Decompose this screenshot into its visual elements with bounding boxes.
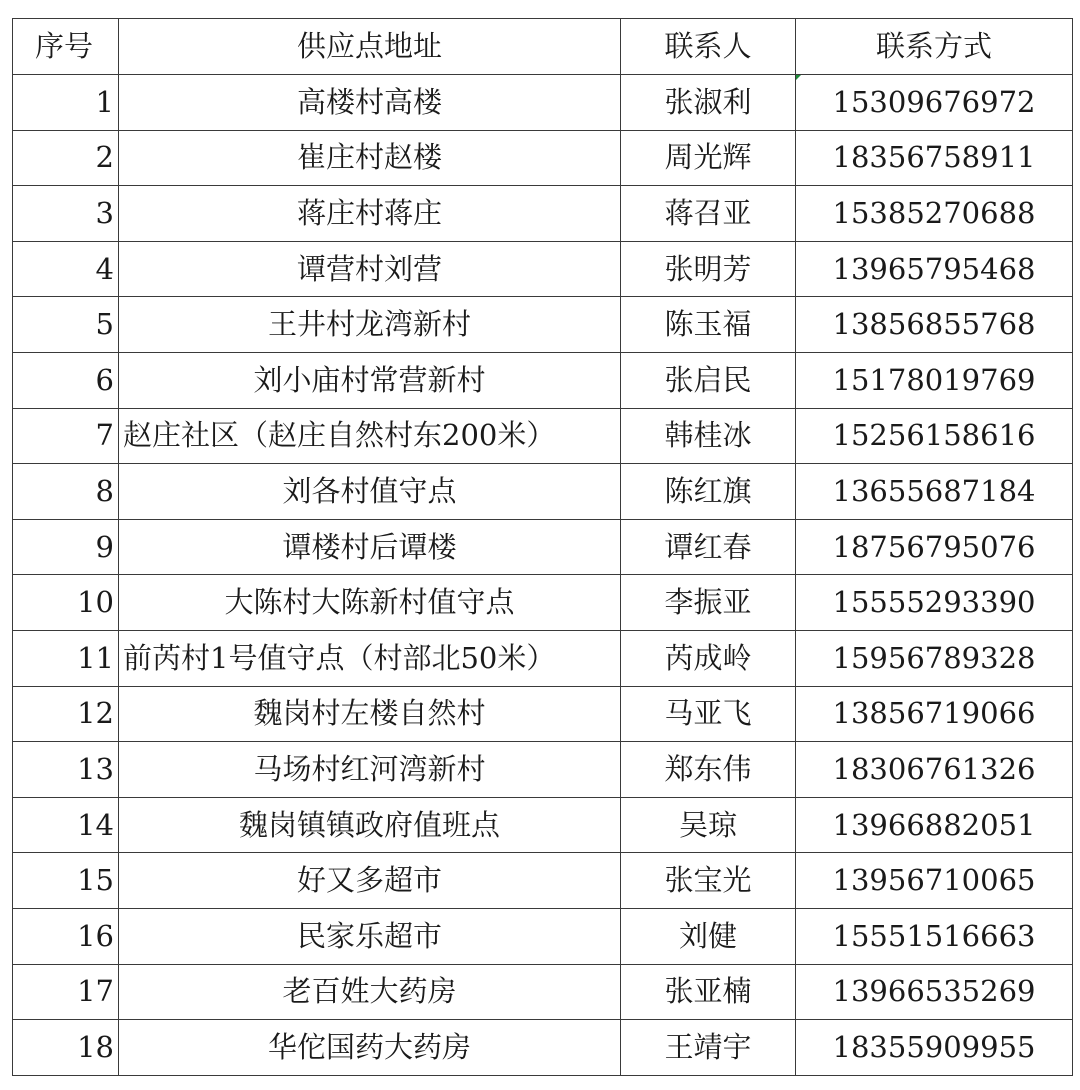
cell-contact[interactable]: 张淑利 <box>621 75 796 131</box>
cell-phone[interactable]: 13956710065 <box>796 853 1073 909</box>
table-row <box>13 519 1073 575</box>
cell-no[interactable]: 11 <box>13 630 119 686</box>
cell-phone[interactable]: 13856719066 <box>796 686 1073 742</box>
table-row <box>13 908 1073 964</box>
cell-no[interactable]: 10 <box>13 575 119 631</box>
cell-contact[interactable]: 陈红旗 <box>621 464 796 520</box>
cell-phone[interactable]: 18355909955 <box>796 1020 1073 1076</box>
cell-phone[interactable]: 15555293390 <box>796 575 1073 631</box>
cell-phone[interactable]: 13856855768 <box>796 297 1073 353</box>
cell-no[interactable]: 4 <box>13 241 119 297</box>
cell-phone[interactable]: 15256158616 <box>796 408 1073 464</box>
cell-address[interactable]: 谭楼村后谭楼 <box>119 519 621 575</box>
table-row <box>13 130 1073 186</box>
table-row <box>13 75 1073 131</box>
table-row <box>13 297 1073 353</box>
table-row <box>13 742 1073 798</box>
table-row <box>13 853 1073 909</box>
cell-contact[interactable]: 张亚楠 <box>621 964 796 1020</box>
cell-contact[interactable]: 刘健 <box>621 908 796 964</box>
cell-no[interactable]: 8 <box>13 464 119 520</box>
table-row <box>13 575 1073 631</box>
header-no[interactable]: 序号 <box>13 19 119 75</box>
cell-contact[interactable]: 张启民 <box>621 352 796 408</box>
cell-contact[interactable]: 张明芳 <box>621 241 796 297</box>
cell-no[interactable]: 16 <box>13 908 119 964</box>
cell-no[interactable]: 9 <box>13 519 119 575</box>
cell-phone[interactable]: 13966882051 <box>796 797 1073 853</box>
cell-phone[interactable]: 15178019769 <box>796 352 1073 408</box>
cell-no[interactable]: 3 <box>13 186 119 242</box>
cell-address[interactable]: 魏岗村左楼自然村 <box>119 686 621 742</box>
cell-address[interactable]: 赵庄社区（赵庄自然村东200米） <box>119 408 621 464</box>
cell-contact[interactable]: 周光辉 <box>621 130 796 186</box>
cell-no[interactable]: 14 <box>13 797 119 853</box>
cell-phone[interactable]: 15385270688 <box>796 186 1073 242</box>
table-row <box>13 408 1073 464</box>
cell-phone[interactable]: 13655687184 <box>796 464 1073 520</box>
cell-address[interactable]: 华佗国药大药房 <box>119 1020 621 1076</box>
cell-phone[interactable]: 18306761326 <box>796 742 1073 798</box>
cell-address[interactable]: 民家乐超市 <box>119 908 621 964</box>
table-row <box>13 797 1073 853</box>
cell-phone[interactable]: 18756795076 <box>796 519 1073 575</box>
cell-address[interactable]: 大陈村大陈新村值守点 <box>119 575 621 631</box>
cell-contact[interactable]: 马亚飞 <box>621 686 796 742</box>
header-contact[interactable]: 联系人 <box>621 19 796 75</box>
cell-contact[interactable]: 张宝光 <box>621 853 796 909</box>
cell-address[interactable]: 高楼村高楼 <box>119 75 621 131</box>
cell-contact[interactable]: 蒋召亚 <box>621 186 796 242</box>
cell-phone[interactable]: 13966535269 <box>796 964 1073 1020</box>
cell-address[interactable]: 马场村红河湾新村 <box>119 742 621 798</box>
cell-no[interactable]: 17 <box>13 964 119 1020</box>
cell-contact[interactable]: 郑东伟 <box>621 742 796 798</box>
table-row <box>13 964 1073 1020</box>
cell-contact[interactable]: 吴琼 <box>621 797 796 853</box>
cell-no[interactable]: 1 <box>13 75 119 131</box>
cell-contact[interactable]: 韩桂冰 <box>621 408 796 464</box>
header-address[interactable]: 供应点地址 <box>119 19 621 75</box>
table-row <box>13 464 1073 520</box>
cell-no[interactable]: 13 <box>13 742 119 798</box>
cell-no[interactable]: 5 <box>13 297 119 353</box>
cell-address[interactable]: 老百姓大药房 <box>119 964 621 1020</box>
cell-comment-marker <box>796 75 803 82</box>
cell-address[interactable]: 前芮村1号值守点（村部北50米） <box>119 630 621 686</box>
table-row <box>13 241 1073 297</box>
cell-contact[interactable]: 谭红春 <box>621 519 796 575</box>
cell-address[interactable]: 魏岗镇镇政府值班点 <box>119 797 621 853</box>
table-row <box>13 630 1073 686</box>
cell-address[interactable]: 王井村龙湾新村 <box>119 297 621 353</box>
cell-phone[interactable]: 13965795468 <box>796 241 1073 297</box>
cell-phone[interactable] <box>796 75 1073 131</box>
cell-no[interactable]: 12 <box>13 686 119 742</box>
supply-point-table <box>12 18 1073 1076</box>
cell-address[interactable]: 好又多超市 <box>119 853 621 909</box>
cell-contact[interactable]: 陈玉福 <box>621 297 796 353</box>
table-row <box>13 686 1073 742</box>
cell-phone-text: 15309676972 <box>832 84 1036 119</box>
cell-contact[interactable]: 芮成岭 <box>621 630 796 686</box>
cell-address[interactable]: 刘各村值守点 <box>119 464 621 520</box>
cell-no[interactable]: 18 <box>13 1020 119 1076</box>
cell-contact[interactable]: 王靖宇 <box>621 1020 796 1076</box>
cell-no[interactable]: 6 <box>13 352 119 408</box>
table-row <box>13 186 1073 242</box>
table-row <box>13 352 1073 408</box>
cell-phone[interactable]: 15551516663 <box>796 908 1073 964</box>
cell-address[interactable]: 蒋庄村蒋庄 <box>119 186 621 242</box>
header-phone[interactable]: 联系方式 <box>796 19 1073 75</box>
cell-no[interactable]: 2 <box>13 130 119 186</box>
cell-address[interactable]: 谭营村刘营 <box>119 241 621 297</box>
cell-phone[interactable]: 15956789328 <box>796 630 1073 686</box>
table-row <box>13 1020 1073 1076</box>
cell-no[interactable]: 15 <box>13 853 119 909</box>
cell-address[interactable]: 刘小庙村常营新村 <box>119 352 621 408</box>
cell-contact[interactable]: 李振亚 <box>621 575 796 631</box>
header-row <box>13 19 1073 75</box>
cell-no[interactable]: 7 <box>13 408 119 464</box>
cell-address[interactable]: 崔庄村赵楼 <box>119 130 621 186</box>
cell-phone[interactable]: 18356758911 <box>796 130 1073 186</box>
